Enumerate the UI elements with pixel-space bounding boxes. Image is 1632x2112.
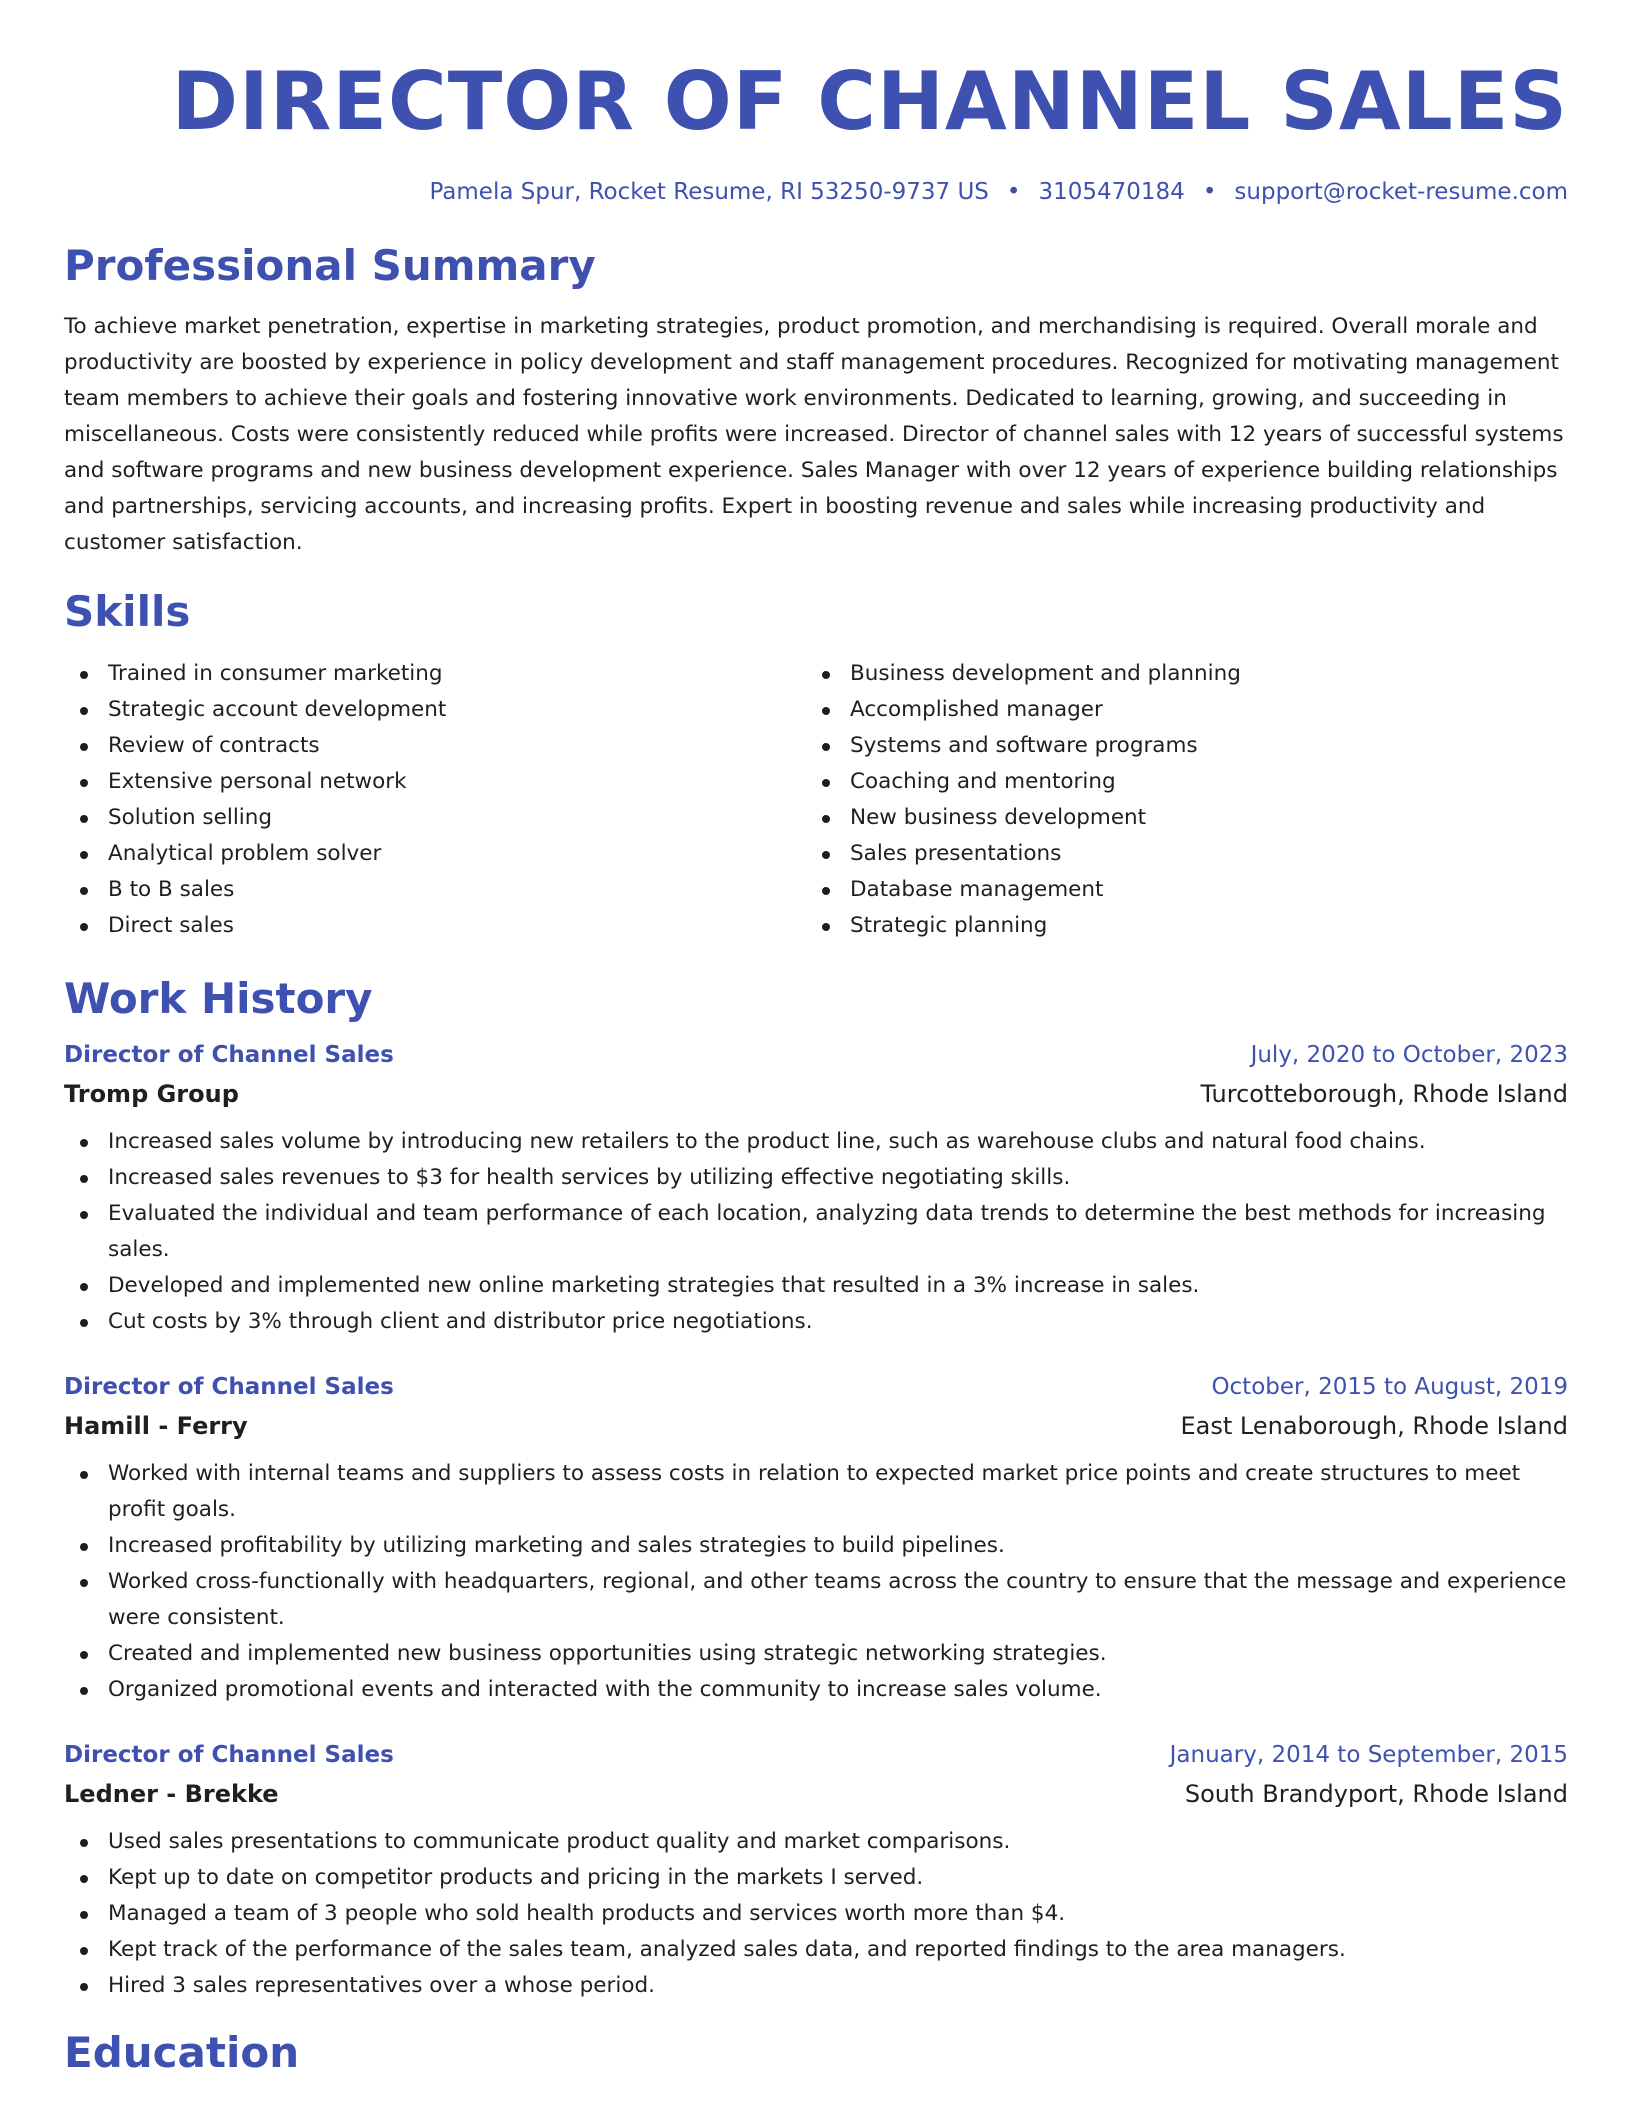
contact-separator: • [1202,179,1217,205]
job-header [64,1374,1568,1400]
skill-item: Analytical problem solver [64,836,806,872]
job-company: Hamill - Ferry [64,1412,248,1441]
job-bullet: Used sales presentations to communicate product quality and market comparisons. [64,1824,1568,1860]
job-company: Ledner - Brekke [64,1780,279,1809]
job-header [64,1042,1568,1068]
job-subheader [64,1412,1568,1440]
job-bullet: Kept track of the performance of the sales team, analyzed sales data, and reported findings to the area managers. [64,1932,1568,1968]
contact-line [64,179,1568,205]
job-subheader [64,1780,1568,1808]
job-location: Turcotteborough, Rhode Island [1200,1080,1568,1109]
skill-item: Business development and planning [806,656,1241,692]
job-title: Director of Channel Sales [64,1374,394,1401]
job-bullet: Organized promotional events and interacted with the community to increase sales volume. [64,1672,1568,1708]
job-entry [64,1374,1568,1708]
job-title: Director of Channel Sales [64,1042,394,1069]
job-bullet: Evaluated the individual and team performance of each location, analyzing data trends to determine the best methods for increasing sales. [64,1196,1568,1268]
job-location: East Lenaborough, Rhode Island [1180,1412,1568,1441]
skill-item: Strategic planning [806,908,1241,944]
job-header [64,1742,1568,1768]
summary-paragraph: To achieve market penetration, expertise in marketing strategies, product promotion, and merchandising is required. Overall morale and productivity are boosted by experience in policy development and staff management procedures. Recognized for motivating management team members to achieve their goals and fostering innovative work environments. Dedicated to learning, growing, and succeeding in miscellaneous. Costs were consistently reduced while profits were increased. Director of channel sales with 12 years of successful systems and software programs and new business development experience. Sales Manager with over 12 years of experience building relationships and partnerships, servicing accounts, and increasing profits. Expert in boosting revenue and sales while increasing productivity and customer satisfaction. [64,314,1564,556]
job-bullet: Worked cross-functionally with headquarters, regional, and other teams across the country to ensure that the message and experience were consistent. [64,1564,1568,1636]
job-bullet: Managed a team of 3 people who sold health products and services worth more than $4. [64,1896,1568,1932]
job-dates: July, 2020 to October, 2023 [1250,1042,1568,1069]
skill-item: B to B sales [64,872,806,908]
contact-separator: • [1006,179,1021,205]
job-bullet: Created and implemented new business opportunities using strategic networking strategies. [64,1636,1568,1672]
job-dates: October, 2015 to August, 2019 [1211,1374,1568,1401]
skills-column-right [806,656,1241,944]
job-entry [64,1042,1568,1340]
job-bullet: Increased sales revenues to $3 for health services by utilizing effective negotiating skills. [64,1160,1568,1196]
job-bullet: Worked with internal teams and suppliers to assess costs in relation to expected market price points and create structures to meet profit goals. [64,1456,1568,1528]
skill-item: Review of contracts [64,728,806,764]
job-company: Tromp Group [64,1080,239,1109]
job-bullet: Kept up to date on competitor products and pricing in the markets I served. [64,1860,1568,1896]
skill-item: Direct sales [64,908,806,944]
job-dates: January, 2014 to September, 2015 [1169,1742,1568,1769]
contact-phone: 3105470184 [1038,179,1185,205]
job-bullets [64,1124,1568,1340]
skills-column-left [64,656,806,944]
skill-item: Strategic account development [64,692,806,728]
skill-item: Extensive personal network [64,764,806,800]
contact-email: support@rocket-resume.com [1234,179,1568,205]
job-title: Director of Channel Sales [64,1742,394,1769]
skill-item: Systems and software programs [806,728,1241,764]
section-heading-summary: Professional Summary [64,241,596,290]
section-heading-skills: Skills [64,587,191,637]
section-heading-work-history: Work History [64,973,373,1023]
job-entry [64,1742,1568,2004]
job-bullet: Developed and implemented new online marketing strategies that resulted in a 3% increase in sales. [64,1268,1568,1304]
job-bullets [64,1456,1568,1708]
section-heading-education: Education [64,2028,300,2078]
skill-item: New business development [806,800,1241,836]
skill-item: Database management [806,872,1241,908]
job-subheader [64,1080,1568,1108]
job-location: South Brandyport, Rhode Island [1184,1780,1568,1809]
skill-item: Solution selling [64,800,806,836]
job-bullet: Cut costs by 3% through client and distributor price negotiations. [64,1304,1568,1340]
job-bullet: Increased sales volume by introducing new retailers to the product line, such as warehouse clubs and natural food chains. [64,1124,1568,1160]
resume-title: DIRECTOR OF CHANNEL SALES [171,55,1568,148]
contact-address: Pamela Spur, Rocket Resume, RI 53250-9737 US [429,179,989,205]
skill-item: Trained in consumer marketing [64,656,806,692]
skill-item: Sales presentations [806,836,1241,872]
job-bullets [64,1824,1568,2004]
skills-list [64,656,1568,944]
job-bullet: Increased profitability by utilizing marketing and sales strategies to build pipelines. [64,1528,1568,1564]
job-bullet: Hired 3 sales representatives over a whose period. [64,1968,1568,2004]
skill-item: Accomplished manager [806,692,1241,728]
skill-item: Coaching and mentoring [806,764,1241,800]
